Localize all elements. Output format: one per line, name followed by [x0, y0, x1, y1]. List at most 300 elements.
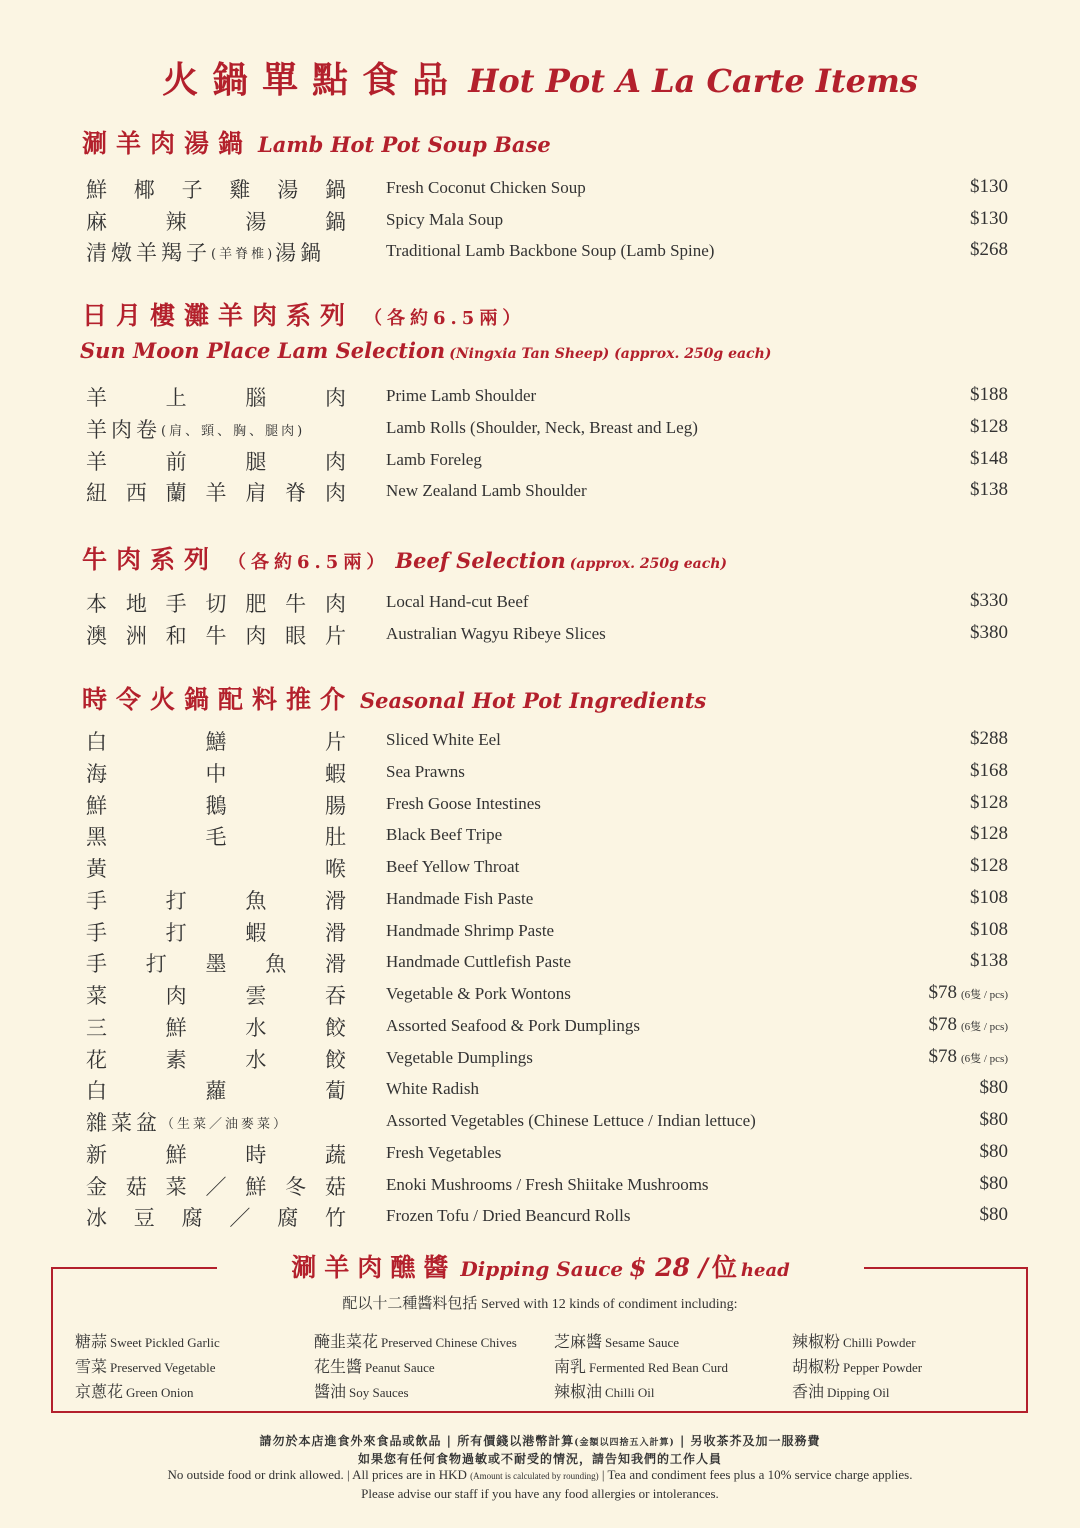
- sauce-heading: [217, 1248, 864, 1284]
- item-price: [970, 479, 1008, 501]
- condiment-en: Soy Sauces: [349, 1385, 409, 1400]
- item-char: 肩: [245, 481, 267, 506]
- item-price-value: $288: [970, 728, 1008, 749]
- item-price: [970, 622, 1008, 644]
- condiment-en: Green Onion: [126, 1385, 194, 1400]
- item-char: 毛: [205, 825, 227, 850]
- section-heading-beef: [82, 540, 727, 576]
- item-char: 片: [325, 730, 346, 754]
- item-char: 洲: [125, 624, 147, 648]
- item-char: 羊: [86, 386, 107, 410]
- item-price-value: $80: [979, 1172, 1008, 1194]
- item-char: 海: [86, 761, 107, 786]
- condiment-en: Preserved Vegetable: [110, 1360, 216, 1375]
- item-char: 手: [86, 952, 107, 977]
- item-name-zh: [86, 1012, 346, 1042]
- item-name-en: Spicy Mala Soup: [386, 209, 504, 229]
- item-char: 羊: [205, 481, 227, 506]
- menu-item: [0, 1171, 1080, 1201]
- item-char: 餃: [324, 1015, 346, 1040]
- item-char: 打: [165, 920, 187, 945]
- sauce-subtitle: [0, 1292, 1080, 1313]
- item-char: 魚: [245, 888, 267, 913]
- item-char: 肉: [165, 984, 187, 1008]
- item-price-value: $148: [970, 447, 1008, 469]
- condiment-en: Sesame Sauce: [605, 1335, 680, 1350]
- section-heading-lamb-selection: [82, 296, 525, 332]
- menu-item: [0, 588, 1080, 618]
- menu-item: [0, 1012, 1080, 1042]
- item-char: 切: [205, 592, 227, 616]
- item-char: 脊: [285, 481, 307, 506]
- item-price-unit: (6隻 / pcs): [960, 1052, 1008, 1065]
- condiment-zh: 芝麻醬: [554, 1332, 603, 1351]
- item-name-zh: [86, 790, 346, 820]
- menu-item: [0, 821, 1080, 851]
- item-char: 喉: [325, 857, 346, 881]
- item-price-value: $80: [979, 1204, 1008, 1226]
- item-name-zh: [86, 1107, 346, 1137]
- menu-item: [0, 1107, 1080, 1137]
- footer-line-en-2: Please advise our staff if you have any food allergies or intolerances.: [361, 1486, 719, 1501]
- item-char: 菇: [125, 1174, 147, 1199]
- item-char: 冰: [86, 1206, 107, 1231]
- item-char: 子: [181, 178, 203, 202]
- sauce-box-top-line-right: [864, 1267, 1028, 1269]
- section-heading-en: Seasonal Hot Pot Ingredients: [360, 688, 707, 713]
- section-heading-en: Sun Moon Place Lam Selection: [80, 338, 446, 363]
- item-char: 腐: [181, 1206, 203, 1231]
- item-char: 白: [86, 730, 107, 754]
- item-name-zh-tail: 湯鍋: [275, 241, 326, 265]
- item-name-zh: [86, 477, 346, 507]
- item-name-zh: [86, 948, 346, 978]
- condiment-item: [314, 1379, 409, 1402]
- item-char: 鍋: [324, 209, 346, 234]
- item-char: 肥: [245, 592, 267, 616]
- item-char: 餃: [324, 1047, 346, 1072]
- item-price: [980, 1109, 1009, 1131]
- item-price: [970, 590, 1008, 612]
- item-price: [980, 1141, 1009, 1163]
- item-name-en: Lamb Rolls (Shoulder, Neck, Breast and Leg): [386, 417, 698, 437]
- condiment-en: Peanut Sauce: [365, 1360, 435, 1375]
- item-name-en: Lamb Foreleg: [386, 449, 482, 469]
- page-title: [0, 52, 1080, 112]
- item-price: [970, 823, 1008, 845]
- item-price: [970, 208, 1008, 230]
- menu-item: [0, 414, 1080, 444]
- menu-item: [0, 1139, 1080, 1169]
- condiment-item: [792, 1354, 922, 1377]
- item-price-value: $130: [970, 207, 1008, 229]
- condiment-en: Fermented Red Bean Curd: [589, 1360, 729, 1375]
- condiment-item: [792, 1329, 916, 1352]
- footer-en1a: No outside food or drink allowed. | All prices are in HKD: [167, 1467, 467, 1482]
- sauce-price: $ 28 /: [629, 1253, 708, 1282]
- condiment-zh: 辣椒粉: [792, 1332, 841, 1351]
- footer-zh1b: (金額以四捨五入計算): [574, 1438, 675, 1448]
- item-char: 打: [145, 952, 167, 977]
- item-char: 湯: [277, 178, 299, 202]
- item-char: 肉: [324, 386, 346, 410]
- item-char: 蔔: [325, 1079, 346, 1104]
- item-char: 手: [86, 920, 107, 945]
- item-char: 鮮: [165, 1015, 187, 1040]
- menu-item: [0, 980, 1080, 1010]
- item-name-zh: [86, 853, 346, 883]
- item-char: 前: [165, 449, 187, 474]
- item-char: 肉: [324, 481, 346, 506]
- item-char: 豆: [133, 1206, 155, 1231]
- item-name-zh-small: （生菜／油麥菜）: [161, 1117, 290, 1132]
- menu-item: [0, 790, 1080, 820]
- item-price: [970, 855, 1008, 877]
- item-name-en: Vegetable & Pork Wontons: [386, 984, 571, 1003]
- item-price-value: $78: [928, 1045, 957, 1067]
- item-price: [928, 982, 1008, 1004]
- item-char: 菜: [165, 1174, 187, 1199]
- item-char: 金: [86, 1174, 107, 1199]
- item-name-zh: [86, 885, 346, 915]
- item-price-value: $108: [970, 886, 1008, 908]
- sauce-per-zh: 位: [711, 1253, 737, 1282]
- condiment-en: Chilli Powder: [843, 1335, 916, 1350]
- item-char: 蝦: [325, 761, 346, 786]
- section-heading-zh: 時令火鍋配料推介: [82, 685, 355, 714]
- footer-line-zh-2: 如果您有任何食物過敏或不耐受的情況，請告知我們的工作人員: [357, 1452, 722, 1466]
- item-price-value: $80: [979, 1077, 1008, 1099]
- menu-item: [0, 237, 1080, 267]
- item-name-zh-main: 羊肉卷: [86, 417, 161, 442]
- item-price-value: $138: [970, 950, 1008, 972]
- item-char: 蘭: [165, 481, 187, 506]
- section-heading-lamb-soup: [82, 124, 551, 160]
- item-name-en: Handmade Shrimp Paste: [386, 920, 555, 940]
- item-char: ／: [205, 1174, 227, 1199]
- footer-zh1c: | 另收茶芥及加一服務費: [674, 1434, 821, 1448]
- item-price-value: $128: [970, 791, 1008, 813]
- item-char: 手: [165, 592, 187, 616]
- item-char: 麻: [86, 209, 107, 234]
- item-name-en: Vegetable Dumplings: [386, 1047, 533, 1067]
- item-name-en: Fresh Goose Intestines: [386, 793, 541, 813]
- item-char: 蘿: [205, 1079, 227, 1104]
- item-char: 滑: [325, 952, 346, 977]
- item-name-zh: [86, 206, 346, 236]
- item-char: 鮮: [165, 1142, 187, 1167]
- item-name-en: Traditional Lamb Backbone Soup (Lamb Spine): [386, 241, 715, 260]
- condiment-zh: 南乳: [554, 1357, 587, 1376]
- title-en: Hot Pot A La Carte Items: [468, 62, 918, 100]
- item-price: [970, 887, 1008, 909]
- menu-item: [0, 885, 1080, 915]
- item-name-zh: [86, 1171, 346, 1201]
- condiment-item: [554, 1354, 728, 1377]
- item-price-value: $78: [928, 982, 957, 1003]
- item-char: 鱔: [205, 730, 227, 754]
- item-price: [970, 384, 1008, 406]
- item-price-value: $108: [970, 918, 1008, 940]
- item-price: [970, 760, 1008, 782]
- item-char: ／: [229, 1206, 251, 1231]
- item-char: 上: [165, 386, 187, 410]
- sauce-per-en: head: [740, 1260, 790, 1281]
- item-char: 肉: [324, 449, 346, 474]
- menu-item: [0, 206, 1080, 236]
- item-char: 和: [165, 624, 187, 648]
- item-char: 手: [86, 888, 107, 913]
- item-name-en: Black Beef Tripe: [386, 825, 503, 845]
- item-char: 腿: [245, 449, 267, 474]
- item-price-value: $128: [970, 855, 1008, 876]
- menu-item: [0, 1075, 1080, 1105]
- item-char: 花: [86, 1047, 107, 1072]
- item-char: 墨: [205, 952, 227, 977]
- item-char: 紐: [86, 481, 107, 506]
- menu-item: [0, 726, 1080, 756]
- item-name-zh: [86, 174, 346, 204]
- sauce-box-top-line-left: [51, 1267, 217, 1269]
- section-heading-note: （各約6.5兩）: [228, 552, 390, 573]
- condiment-en: Chilli Oil: [605, 1385, 655, 1400]
- footer-en1b: (Amount is calculated by rounding): [470, 1471, 599, 1481]
- item-price-value: $138: [970, 479, 1008, 501]
- item-char: 蝦: [245, 920, 267, 945]
- section-heading-zh: 涮羊肉湯鍋: [82, 129, 253, 158]
- item-name-zh: [86, 980, 346, 1010]
- item-price: [970, 919, 1008, 941]
- item-name-en: Prime Lamb Shoulder: [386, 386, 537, 405]
- item-char: 澳: [86, 624, 107, 648]
- sauce-subtitle-zh: 配以十二種醬料包括: [342, 1294, 478, 1312]
- condiment-item: [554, 1329, 679, 1352]
- item-price: [970, 728, 1008, 750]
- item-char: 鵝: [205, 793, 227, 818]
- item-name-en: Enoki Mushrooms / Fresh Shiitake Mushrooms: [386, 1174, 709, 1194]
- item-char: 滑: [324, 888, 346, 913]
- item-char: 鮮: [245, 1174, 267, 1199]
- item-char: 椰: [133, 178, 155, 202]
- condiment-en: Dipping Oil: [827, 1385, 890, 1400]
- section-subheading-lamb-selection: [80, 338, 771, 363]
- footer-zh1a: 請勿於本店進食外來食品或飲品 | 所有價錢以港幣計算: [259, 1434, 575, 1448]
- item-price-unit: (6隻 / pcs): [960, 989, 1008, 1001]
- item-price-unit: (6隻 / pcs): [960, 1020, 1008, 1033]
- item-char: 片: [324, 624, 346, 648]
- item-name-zh: [86, 1044, 346, 1074]
- condiment-zh: 胡椒粉: [792, 1357, 841, 1376]
- condiment-zh: 京蔥花: [75, 1382, 124, 1401]
- section-heading-en: Beef Selection: [395, 548, 566, 573]
- item-char: 雞: [229, 178, 251, 202]
- section-heading-en: Lamb Hot Pot Soup Base: [258, 132, 551, 157]
- menu-item: [0, 758, 1080, 788]
- item-char: 西: [125, 481, 147, 506]
- footer-en1c: | Tea and condiment fees plus a 10% service charge applies.: [598, 1467, 913, 1482]
- condiment-item: [75, 1379, 194, 1402]
- item-price-value: $330: [970, 590, 1008, 611]
- item-price: [970, 950, 1008, 972]
- condiment-zh: 醃韭菜花: [314, 1332, 379, 1351]
- item-price-value: $80: [979, 1109, 1008, 1130]
- item-name-en: Sea Prawns: [386, 761, 465, 781]
- section-heading-en-small: (Ningxia Tan Sheep) (approx. 250g each): [449, 346, 772, 362]
- item-price: [970, 416, 1008, 438]
- condiment-item: [792, 1379, 890, 1402]
- item-price: [980, 1173, 1009, 1195]
- menu-item: [0, 382, 1080, 412]
- item-name-zh-small: (肩、頸、胸、腿肉): [161, 423, 306, 439]
- item-name-zh: [86, 726, 346, 756]
- item-price: [980, 1204, 1009, 1226]
- item-char: 滑: [324, 920, 346, 945]
- item-name-zh: [86, 917, 346, 947]
- item-name-en: Fresh Coconut Chicken Soup: [386, 178, 586, 197]
- item-char: 腦: [245, 386, 267, 410]
- condiment-zh: 辣椒油: [554, 1382, 603, 1401]
- section-heading-en-small: (approx. 250g each): [569, 556, 728, 572]
- item-price-value: $78: [928, 1013, 957, 1035]
- item-char: 新: [86, 1142, 107, 1167]
- menu-item: [0, 948, 1080, 978]
- item-price-value: $268: [970, 239, 1008, 260]
- item-name-zh: [86, 446, 346, 476]
- item-name-en: Handmade Fish Paste: [386, 888, 534, 908]
- condiment-zh: 醬油: [314, 1382, 347, 1401]
- item-name-en: Fresh Vegetables: [386, 1142, 502, 1162]
- item-char: 三: [86, 1015, 107, 1040]
- item-char: 肉: [245, 624, 267, 648]
- item-char: 打: [165, 888, 187, 913]
- condiment-item: [75, 1354, 216, 1377]
- sauce-heading-en: Dipping Sauce: [460, 1257, 624, 1281]
- item-price: [970, 448, 1008, 470]
- item-char: 白: [86, 1079, 107, 1104]
- item-name-zh: [86, 821, 346, 851]
- item-price: [970, 792, 1008, 814]
- condiment-item: [314, 1354, 435, 1377]
- menu-item: [0, 620, 1080, 650]
- item-char: 黑: [86, 825, 107, 850]
- item-char: 地: [125, 592, 147, 616]
- item-char: 冬: [285, 1174, 307, 1199]
- item-name-zh: [86, 1139, 346, 1169]
- condiment-item: [554, 1379, 655, 1402]
- condiment-item: [314, 1329, 517, 1352]
- item-name-zh: [86, 758, 346, 788]
- condiment-en: Pepper Powder: [843, 1360, 923, 1375]
- item-price: [970, 239, 1008, 261]
- menu-item: [0, 1202, 1080, 1232]
- item-price: [970, 176, 1008, 198]
- item-char: 竹: [324, 1206, 346, 1231]
- item-name-en: Sliced White Eel: [386, 730, 501, 749]
- item-char: 牛: [205, 624, 227, 648]
- item-char: 菇: [324, 1174, 346, 1199]
- section-heading-seasonal: [82, 680, 706, 716]
- item-char: 蔬: [324, 1142, 346, 1167]
- item-name-zh-main: 雜菜盆: [86, 1111, 161, 1135]
- condiment-zh: 糖蒜: [75, 1332, 108, 1351]
- item-char: 肉: [324, 592, 346, 616]
- item-char: 雲: [245, 984, 267, 1008]
- item-char: 辣: [165, 209, 187, 234]
- menu-item: [0, 853, 1080, 883]
- item-price: [928, 1014, 1008, 1036]
- item-name-en: Beef Yellow Throat: [386, 857, 520, 876]
- menu-item: [0, 446, 1080, 476]
- item-name-zh: [86, 1202, 346, 1232]
- item-name-en: Assorted Vegetables (Chinese Lettuce / Indian lettuce): [386, 1111, 756, 1130]
- item-name-en: Assorted Seafood & Pork Dumplings: [386, 1015, 641, 1035]
- item-price: [980, 1077, 1009, 1099]
- item-char: 水: [245, 1047, 267, 1072]
- item-char: 鍋: [324, 178, 346, 202]
- item-char: 牛: [285, 592, 307, 616]
- item-price-value: $128: [970, 823, 1008, 845]
- footer-line-zh-1: [0, 1432, 1080, 1449]
- condiment-en: Sweet Pickled Garlic: [110, 1335, 220, 1350]
- item-price-value: $128: [970, 415, 1008, 437]
- item-name-en: Australian Wagyu Ribeye Slices: [386, 624, 606, 643]
- item-char: 素: [165, 1047, 187, 1072]
- condiment-item: [75, 1329, 220, 1352]
- footer-line-en-1: [0, 1467, 1080, 1483]
- item-price: [928, 1046, 1008, 1068]
- item-char: 菜: [86, 984, 107, 1008]
- section-heading-zh: 牛肉系列: [82, 545, 219, 574]
- item-name-en: White Radish: [386, 1079, 480, 1099]
- item-price-value: $188: [970, 384, 1008, 405]
- condiment-en: Preserved Chinese Chives: [381, 1335, 517, 1350]
- item-char: 水: [245, 1015, 267, 1040]
- title-zh: 火鍋單點食品: [162, 59, 463, 101]
- item-name-en: Local Hand-cut Beef: [386, 592, 529, 611]
- sauce-heading-zh: 涮羊肉醮醬: [291, 1253, 457, 1282]
- condiment-zh: 香油: [792, 1382, 825, 1401]
- item-price-value: $80: [979, 1140, 1008, 1162]
- condiment-zh: 雪菜: [75, 1357, 108, 1376]
- item-name-zh: [86, 620, 346, 650]
- menu-item: [0, 917, 1080, 947]
- item-char: 肚: [325, 825, 346, 850]
- item-name-en: New Zealand Lamb Shoulder: [386, 481, 587, 501]
- menu-item: [0, 477, 1080, 507]
- section-heading-note: （各約6.5兩）: [364, 308, 526, 329]
- item-name-zh: [86, 382, 346, 412]
- item-name-zh-main: 清燉羊羯子: [86, 241, 211, 265]
- item-char: 黃: [86, 857, 107, 881]
- item-price-value: $380: [970, 622, 1008, 643]
- item-char: 鮮: [86, 178, 107, 202]
- item-char: 吞: [324, 984, 346, 1008]
- item-name-zh-small: (羊脊椎): [211, 247, 276, 262]
- item-name-zh: [86, 414, 346, 444]
- item-char: 鮮: [86, 793, 107, 818]
- item-char: 腸: [325, 793, 346, 818]
- item-char: 魚: [265, 952, 287, 977]
- item-char: 湯: [245, 209, 267, 234]
- item-char: 本: [86, 592, 107, 616]
- section-heading-zh: 日月樓灘羊肉系列: [82, 301, 355, 330]
- item-char: 中: [205, 761, 227, 786]
- item-char: 羊: [86, 449, 107, 474]
- menu-item: [0, 1044, 1080, 1074]
- item-name-zh: [86, 237, 346, 267]
- item-price-value: $130: [970, 176, 1008, 197]
- item-name-zh: [86, 588, 346, 618]
